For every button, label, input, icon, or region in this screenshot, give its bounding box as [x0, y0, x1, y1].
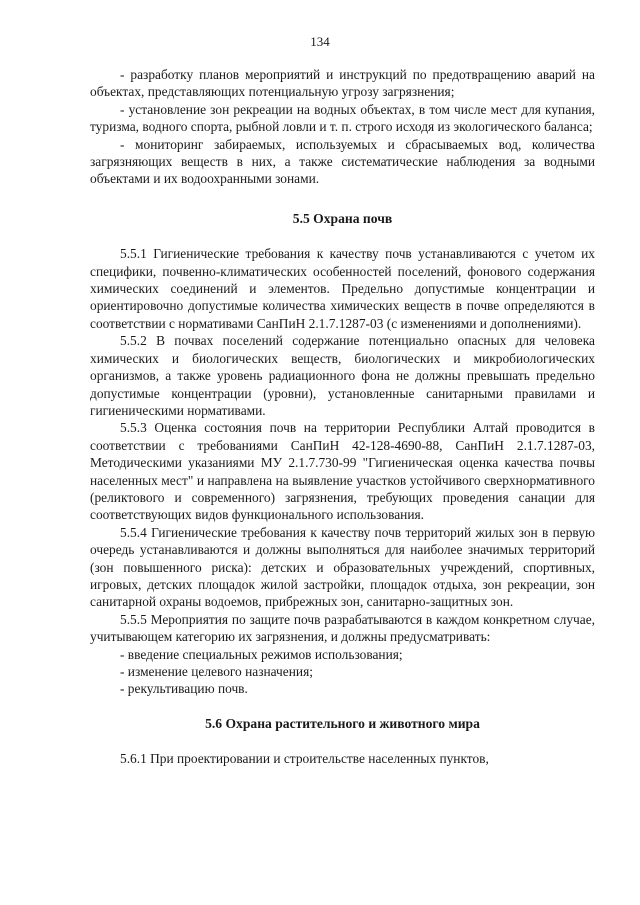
- list-item: - рекультивацию почв.: [120, 681, 248, 697]
- list-item: - изменение целевого назначения;: [120, 664, 313, 679]
- paragraph-5-5-4: 5.5.4 Гигиенические требования к качеству почв территорий жилых зон в первую очередь устанавливаются и должны выполняться для наиболее значимых территорий (зон повышенного риска): детских и образовательных учреждений, спортивных, игровых, детских площадок жилой застройки, площадок отдыха, зон рекреации, зон санитарной охраны водоемов, прибрежных зон, санитарно-защитных зон.: [90, 524, 595, 610]
- spacer: [90, 188, 595, 210]
- document-body: [90, 66, 595, 768]
- spacer: [90, 732, 595, 750]
- spacer: [90, 698, 595, 715]
- intro-item: - разработку планов мероприятий и инструкций по предотвращению аварий на объектах, представляющих потенциальную угрозу загрязнения;: [90, 67, 595, 100]
- paragraph-5-5-3: 5.5.3 Оценка состояния почв на территории Республики Алтай проводится в соответствии с требованиями СанПиН 42-128-4690-88, СанПиН 2.1.7.1287-03, Методическими указаниями МУ 2.1.7.730-99 "Гигиеническая оценка качества почвы населенных мест" и направлена на выявление участков устойчивого сверхнормативного (реликтового и современного) загрязнения, требующих проведения санации для соответствующих видов функционального использования.: [90, 420, 595, 523]
- paragraph-5-6-1: 5.6.1 При проектировании и строительстве населенных пунктов,: [120, 751, 489, 767]
- paragraph-5-5-5: 5.5.5 Мероприятия по защите почв разрабатываются в каждом конкретном случае, учитывающем категорию их загрязнения, и должны предусматривать:: [90, 611, 595, 645]
- page-number: 134: [310, 34, 330, 49]
- paragraph-5-5-2: 5.5.2 В почвах поселений содержание потенциально опасных для человека химических и биологических веществ, биологических и микробиологических организмов, а также уровень радиационного фона не должны превышать предельно допустимые концентрации (уровни), установленные санитарными правилами и гигиеническими нормативами.: [90, 333, 595, 418]
- spacer: [90, 227, 595, 245]
- intro-item: - установление зон рекреации на водных объектах, в том числе мест для купания, туризма, водного спорта, рыбной ловли и т. п. строго исходя из экологического баланса;: [90, 101, 595, 135]
- paragraph-5-5-1: 5.5.1 Гигиенические требования к качеству почв устанавливаются с учетом их специфики, почвенно-климатических особенностей поселений, фонового содержания химических соединений и элементов. Предельно допустимые концентрации и ориентировочно допустимые количества химических веществ в почве определяются в соответствии с нормативами СанПиН 2.1.7.1287-03 (с изменениями и дополнениями).: [90, 246, 595, 331]
- list-item: - введение специальных режимов использования;: [120, 646, 403, 662]
- section-heading-5-5: 5.5 Охрана почв: [292, 210, 393, 226]
- section-heading-5-6: 5.6 Охрана растительного и животного мира: [205, 715, 480, 731]
- intro-item: - мониторинг забираемых, используемых и сбрасываемых вод, количества загрязняющих веществ в них, а также систематические наблюдения за водными объектами и их водоохранными зонами.: [90, 136, 595, 187]
